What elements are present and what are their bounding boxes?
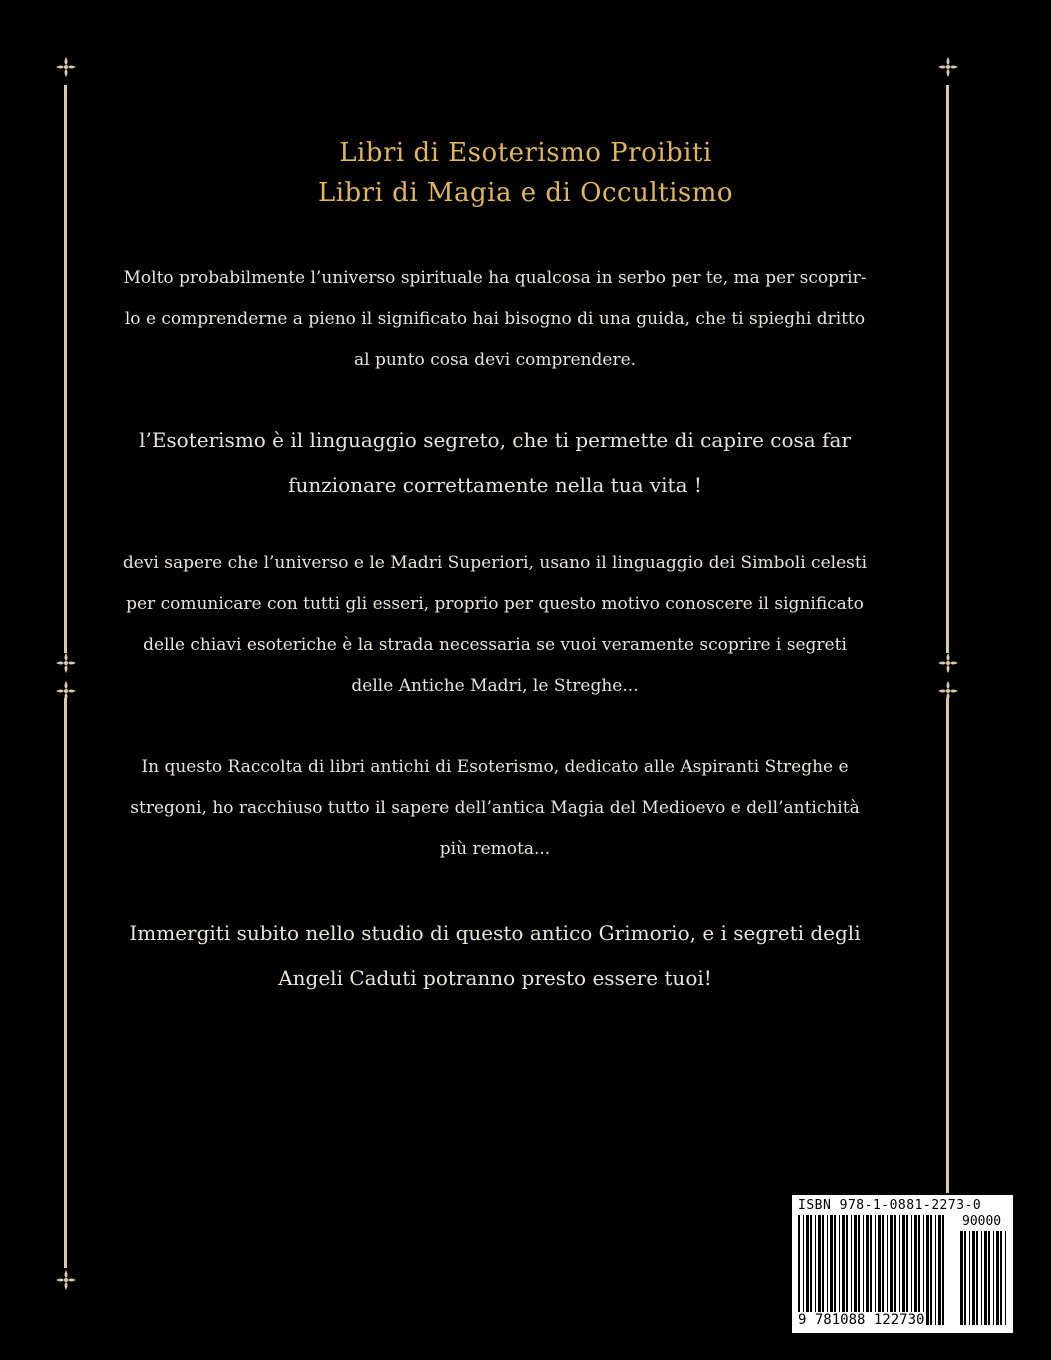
barcode-bar <box>830 1215 833 1325</box>
paragraph-line: In questo Raccolta di libri antichi di Esoterismo, dedicato alle Aspiranti Streghe e <box>141 757 849 777</box>
blurb-paragraph-1 <box>100 258 890 381</box>
title-line-2: Libri di Magia e di Occultismo <box>317 178 734 208</box>
barcode-bar <box>875 1215 876 1325</box>
barcode-bar <box>902 1215 905 1325</box>
paragraph-line: Angeli Caduti potranno presto essere tuoi! <box>278 966 712 990</box>
paragraph-line: lo e comprenderne a pieno il significato hai bisogno di una guida, che ti spieghi dritto <box>124 309 866 329</box>
barcode-bar <box>935 1215 936 1325</box>
paragraph-line: delle chiavi esoteriche è la strada necessaria se vuoi veramente scoprire i segreti <box>143 635 847 655</box>
paragraph-line: delle Antiche Madri, le Streghe... <box>351 676 639 696</box>
barcode-bar <box>930 1215 932 1325</box>
barcode-bar <box>878 1215 881 1325</box>
barcode-bar <box>882 1215 884 1325</box>
barcode-bar <box>899 1215 900 1325</box>
right-border-line-bottom <box>946 698 949 1193</box>
blurb-paragraph-4 <box>100 747 890 870</box>
addon-barcode-bars <box>960 1231 1008 1325</box>
barcode-bar <box>984 1231 987 1325</box>
barcode-bar <box>858 1215 860 1325</box>
barcode-bar <box>976 1231 978 1325</box>
barcode-bar <box>842 1215 845 1325</box>
barcode-bar <box>815 1215 816 1325</box>
barcode-bar <box>988 1231 990 1325</box>
left-border-line-bottom <box>64 698 67 1268</box>
fleur-ornament-icon <box>54 651 78 675</box>
barcode-bar <box>798 1215 800 1325</box>
fleur-ornament-icon <box>54 55 78 79</box>
ean-digits: 9 781088 122730 <box>798 1312 925 1328</box>
barcode-bar <box>918 1215 920 1325</box>
barcode-bar <box>866 1215 869 1325</box>
barcode-bar <box>1000 1231 1002 1325</box>
barcode-bar <box>863 1215 864 1325</box>
barcode-bar <box>1005 1231 1006 1325</box>
paragraph-line: Molto probabilmente l’universo spirituale ha qualcosa in serbo per te, ma per scoprir- <box>123 268 867 288</box>
barcode-bar <box>846 1215 848 1325</box>
barcode-bar <box>981 1231 982 1325</box>
barcode-bar <box>822 1215 824 1325</box>
cover-titles <box>0 133 1051 213</box>
barcode-bar <box>972 1231 975 1325</box>
paragraph-line: l’Esoterismo è il linguaggio segreto, che ti permette di capire cosa far <box>139 428 851 452</box>
barcode-bar <box>834 1215 836 1325</box>
fleur-ornament-icon <box>54 1268 78 1292</box>
ean-barcode-bars <box>798 1215 948 1325</box>
barcode-bar <box>894 1215 896 1325</box>
barcode-bar <box>996 1231 999 1325</box>
barcode-bar <box>911 1215 912 1325</box>
paragraph-line: al punto cosa devi comprendere. <box>353 350 637 370</box>
barcode-bar <box>964 1231 966 1325</box>
barcode-bar <box>827 1215 828 1325</box>
paragraph-line: devi sapere che l’universo e le Madri Superiori, usano il linguaggio dei Simboli celesti <box>122 553 868 573</box>
fleur-ornament-icon <box>936 651 960 675</box>
paragraph-line: funzionare correttamente nella tua vita ! <box>288 473 702 497</box>
barcode-bar <box>960 1231 963 1325</box>
barcode-bar <box>851 1215 852 1325</box>
barcode-bar <box>890 1215 893 1325</box>
paragraph-line: Immergiti subito nello studio di questo antico Grimorio, e i segreti degli <box>129 921 861 945</box>
blurb-paragraph-5 <box>100 911 890 1001</box>
barcode-bar <box>923 1215 924 1325</box>
barcode-bar <box>914 1215 917 1325</box>
barcode-bar <box>803 1215 804 1325</box>
title-line-1: Libri di Esoterismo Proibiti <box>339 138 712 168</box>
barcode-bar <box>870 1215 872 1325</box>
fleur-ornament-icon <box>936 55 960 79</box>
barcode-bar <box>942 1215 944 1325</box>
barcode-bar <box>938 1215 941 1325</box>
barcode-bar <box>969 1231 970 1325</box>
paragraph-line: più remota... <box>439 839 551 859</box>
isbn-barcode <box>792 1195 1013 1333</box>
paragraph-line: per comunicare con tutti gli esseri, proprio per questo motivo conoscere il significato <box>126 594 864 614</box>
isbn-number: ISBN 978-1-0881-2273-0 <box>798 1198 982 1213</box>
barcode-bar <box>839 1215 840 1325</box>
barcode-bar <box>810 1215 812 1325</box>
fleur-ornament-icon <box>54 679 78 703</box>
barcode-bar <box>906 1215 908 1325</box>
barcode-bar <box>818 1215 821 1325</box>
blurb-paragraph-2 <box>100 418 890 508</box>
paragraph-line: stregoni, ho racchiuso tutto il sapere dell’antica Magia del Medioevo e dell’antichità <box>130 798 860 818</box>
barcode-bar <box>887 1215 888 1325</box>
barcode-bar <box>993 1231 994 1325</box>
barcode-bar <box>806 1215 809 1325</box>
price-code: 90000 <box>962 1214 1002 1229</box>
barcode-bar <box>854 1215 857 1325</box>
barcode-bar <box>926 1215 929 1325</box>
blurb-paragraph-3 <box>100 543 890 707</box>
fleur-ornament-icon <box>936 679 960 703</box>
